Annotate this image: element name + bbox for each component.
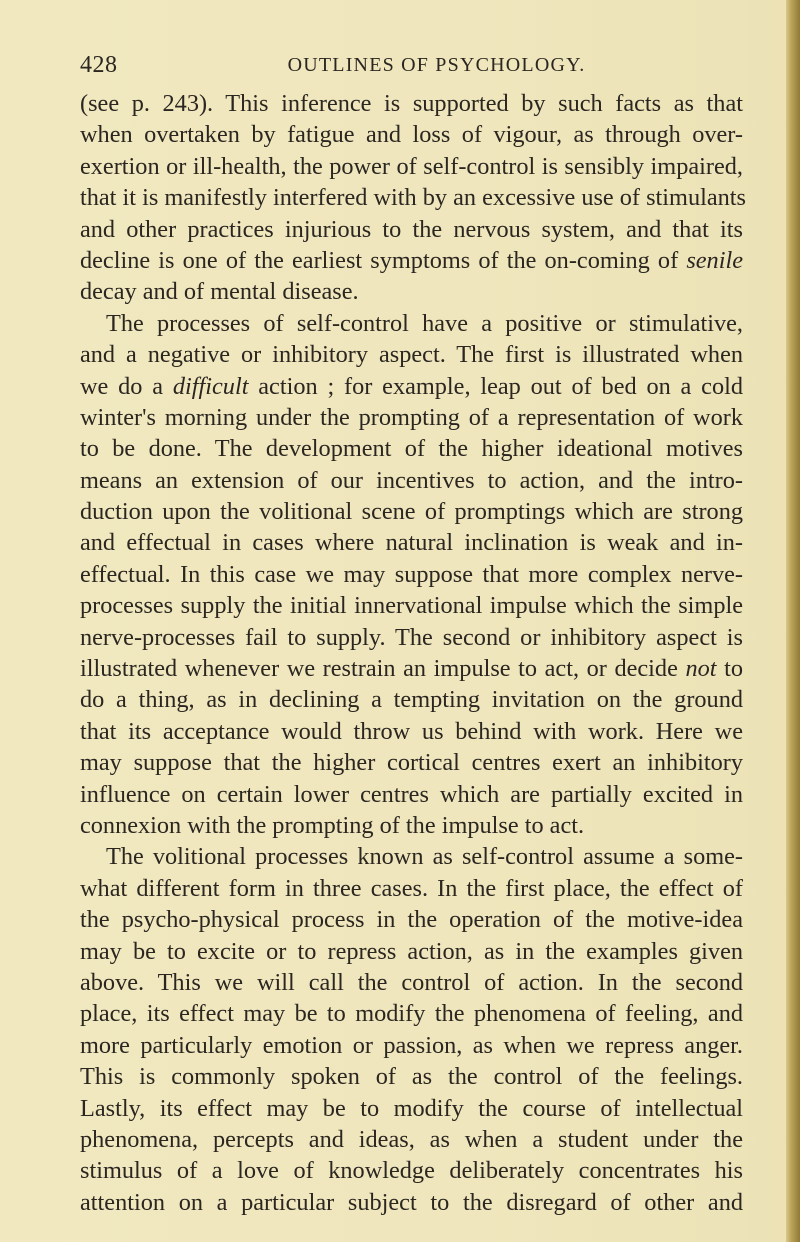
text-segment: exertion or ill-health, the power of self-control is sensibly impaired, [80, 152, 743, 180]
text-segment: processes supply the initial innervational impulse which the simple [80, 592, 743, 620]
text-line [80, 1187, 743, 1218]
text-segment: decay and of mental disease. [80, 278, 359, 306]
text-segment: This is commonly spoken of as the control of the feelings. [80, 1063, 743, 1091]
text-segment: may be to excite or to repress action, as in the examples given [80, 937, 743, 965]
text-segment: stimulus of a love of knowledge deliberately concentrates his [80, 1157, 743, 1185]
text-segment: The volitional processes known as self-control assume a some- [106, 843, 743, 871]
text-segment: may suppose that the higher cortical centres exert an inhibitory [80, 749, 743, 777]
text-line [80, 182, 746, 213]
text-segment: effectual. In this case we may suppose that more complex nerve- [80, 560, 743, 588]
text-line [80, 214, 743, 245]
text-line [80, 119, 743, 150]
page-header [80, 52, 743, 82]
text-line [80, 590, 743, 621]
text-segment: do a thing, as in declining a tempting invitation on the ground [80, 686, 743, 714]
page-number: 428 [80, 52, 118, 78]
text-segment: winter's morning under the prompting of a representation of work [80, 403, 743, 431]
text-segment: above. This we will call the control of action. In the second [80, 968, 743, 996]
text-segment: influence on certain lower centres which are partially excited in [80, 780, 743, 808]
text-segment: phenomena, percepts and ideas, as when a student under the [80, 1125, 743, 1153]
text-segment: and effectual in cases where natural inclination is weak and in- [80, 529, 743, 557]
text-segment: that its acceptance would throw us behind with work. Here we [80, 717, 743, 745]
text-segment: decline is one of the earliest symptoms of the on-coming of [80, 246, 687, 274]
text-line [80, 496, 743, 527]
page-edge [786, 0, 800, 1242]
text-segment: Lastly, its effect may be to modify the course of intellectual [80, 1094, 743, 1122]
text-line [80, 559, 743, 590]
text-segment: place, its effect may be to modify the phenomena of feeling, and [80, 1000, 743, 1028]
text-line [80, 465, 743, 496]
text-segment: (see p. 243). This inference is supported by such facts as that [80, 90, 743, 117]
text-line [80, 998, 743, 1029]
italic-text: not [685, 655, 717, 683]
text-line [80, 1124, 743, 1155]
text-segment: we do a [80, 372, 173, 400]
text-line [80, 245, 743, 276]
text-line [80, 308, 743, 339]
text-line [80, 653, 743, 684]
text-line [80, 527, 743, 558]
text-segment: that it is manifestly interfered with by an excessive use of stimulants [80, 184, 746, 212]
text-segment: and a negative or inhibitory aspect. The first is illustrated when [80, 341, 743, 369]
text-segment: illustrated whenever we restrain an impulse to act, or decide [80, 655, 686, 683]
running-head: OUTLINES OF PSYCHOLOGY. [287, 54, 586, 76]
text-segment: and other practices injurious to the nervous system, and that its [80, 215, 743, 243]
italic-text: difficult [172, 372, 249, 400]
text-line [80, 1061, 743, 1092]
text-line [80, 1155, 743, 1186]
text-line [80, 276, 743, 307]
text-line [80, 716, 743, 747]
text-line [80, 402, 743, 433]
text-line [80, 88, 743, 119]
text-line [80, 967, 743, 998]
body-text [80, 88, 746, 1218]
text-line [80, 904, 743, 935]
text-segment: means an extension of our incentives to action, and the intro- [80, 466, 743, 494]
text-line [80, 371, 743, 402]
text-line [80, 810, 743, 841]
text-segment: action ; for example, leap out of bed on a cold [248, 372, 743, 400]
text-line [80, 841, 743, 872]
text-segment: when overtaken by fatigue and loss of vigour, as through over- [80, 121, 743, 149]
italic-text: senile [686, 246, 743, 274]
text-segment: nerve-processes fail to supply. The second or inhibitory aspect is [80, 623, 743, 651]
text-line [80, 339, 743, 370]
text-segment: what different form in three cases. In the first place, the effect of [80, 874, 743, 902]
text-line [80, 779, 743, 810]
text-line [80, 747, 743, 778]
text-line [80, 622, 743, 653]
text-segment: to [716, 655, 744, 683]
text-segment: attention on a particular subject to the disregard of other and [80, 1188, 743, 1216]
text-segment: to be done. The development of the higher ideational motives [80, 435, 743, 463]
text-segment: the psycho-physical process in the operation of the motive-idea [80, 906, 743, 934]
text-line [80, 151, 743, 182]
text-line [80, 684, 743, 715]
text-segment: duction upon the volitional scene of promptings which are strong [80, 498, 743, 526]
text-line [80, 936, 743, 967]
text-line [80, 1093, 743, 1124]
text-segment: The processes of self-control have a positive or stimulative, [106, 309, 743, 337]
text-segment: more particularly emotion or passion, as when we repress anger. [80, 1031, 743, 1059]
text-line [80, 873, 743, 904]
text-line [80, 1030, 743, 1061]
text-segment: connexion with the prompting of the impulse to act. [80, 811, 585, 839]
text-line [80, 433, 743, 464]
